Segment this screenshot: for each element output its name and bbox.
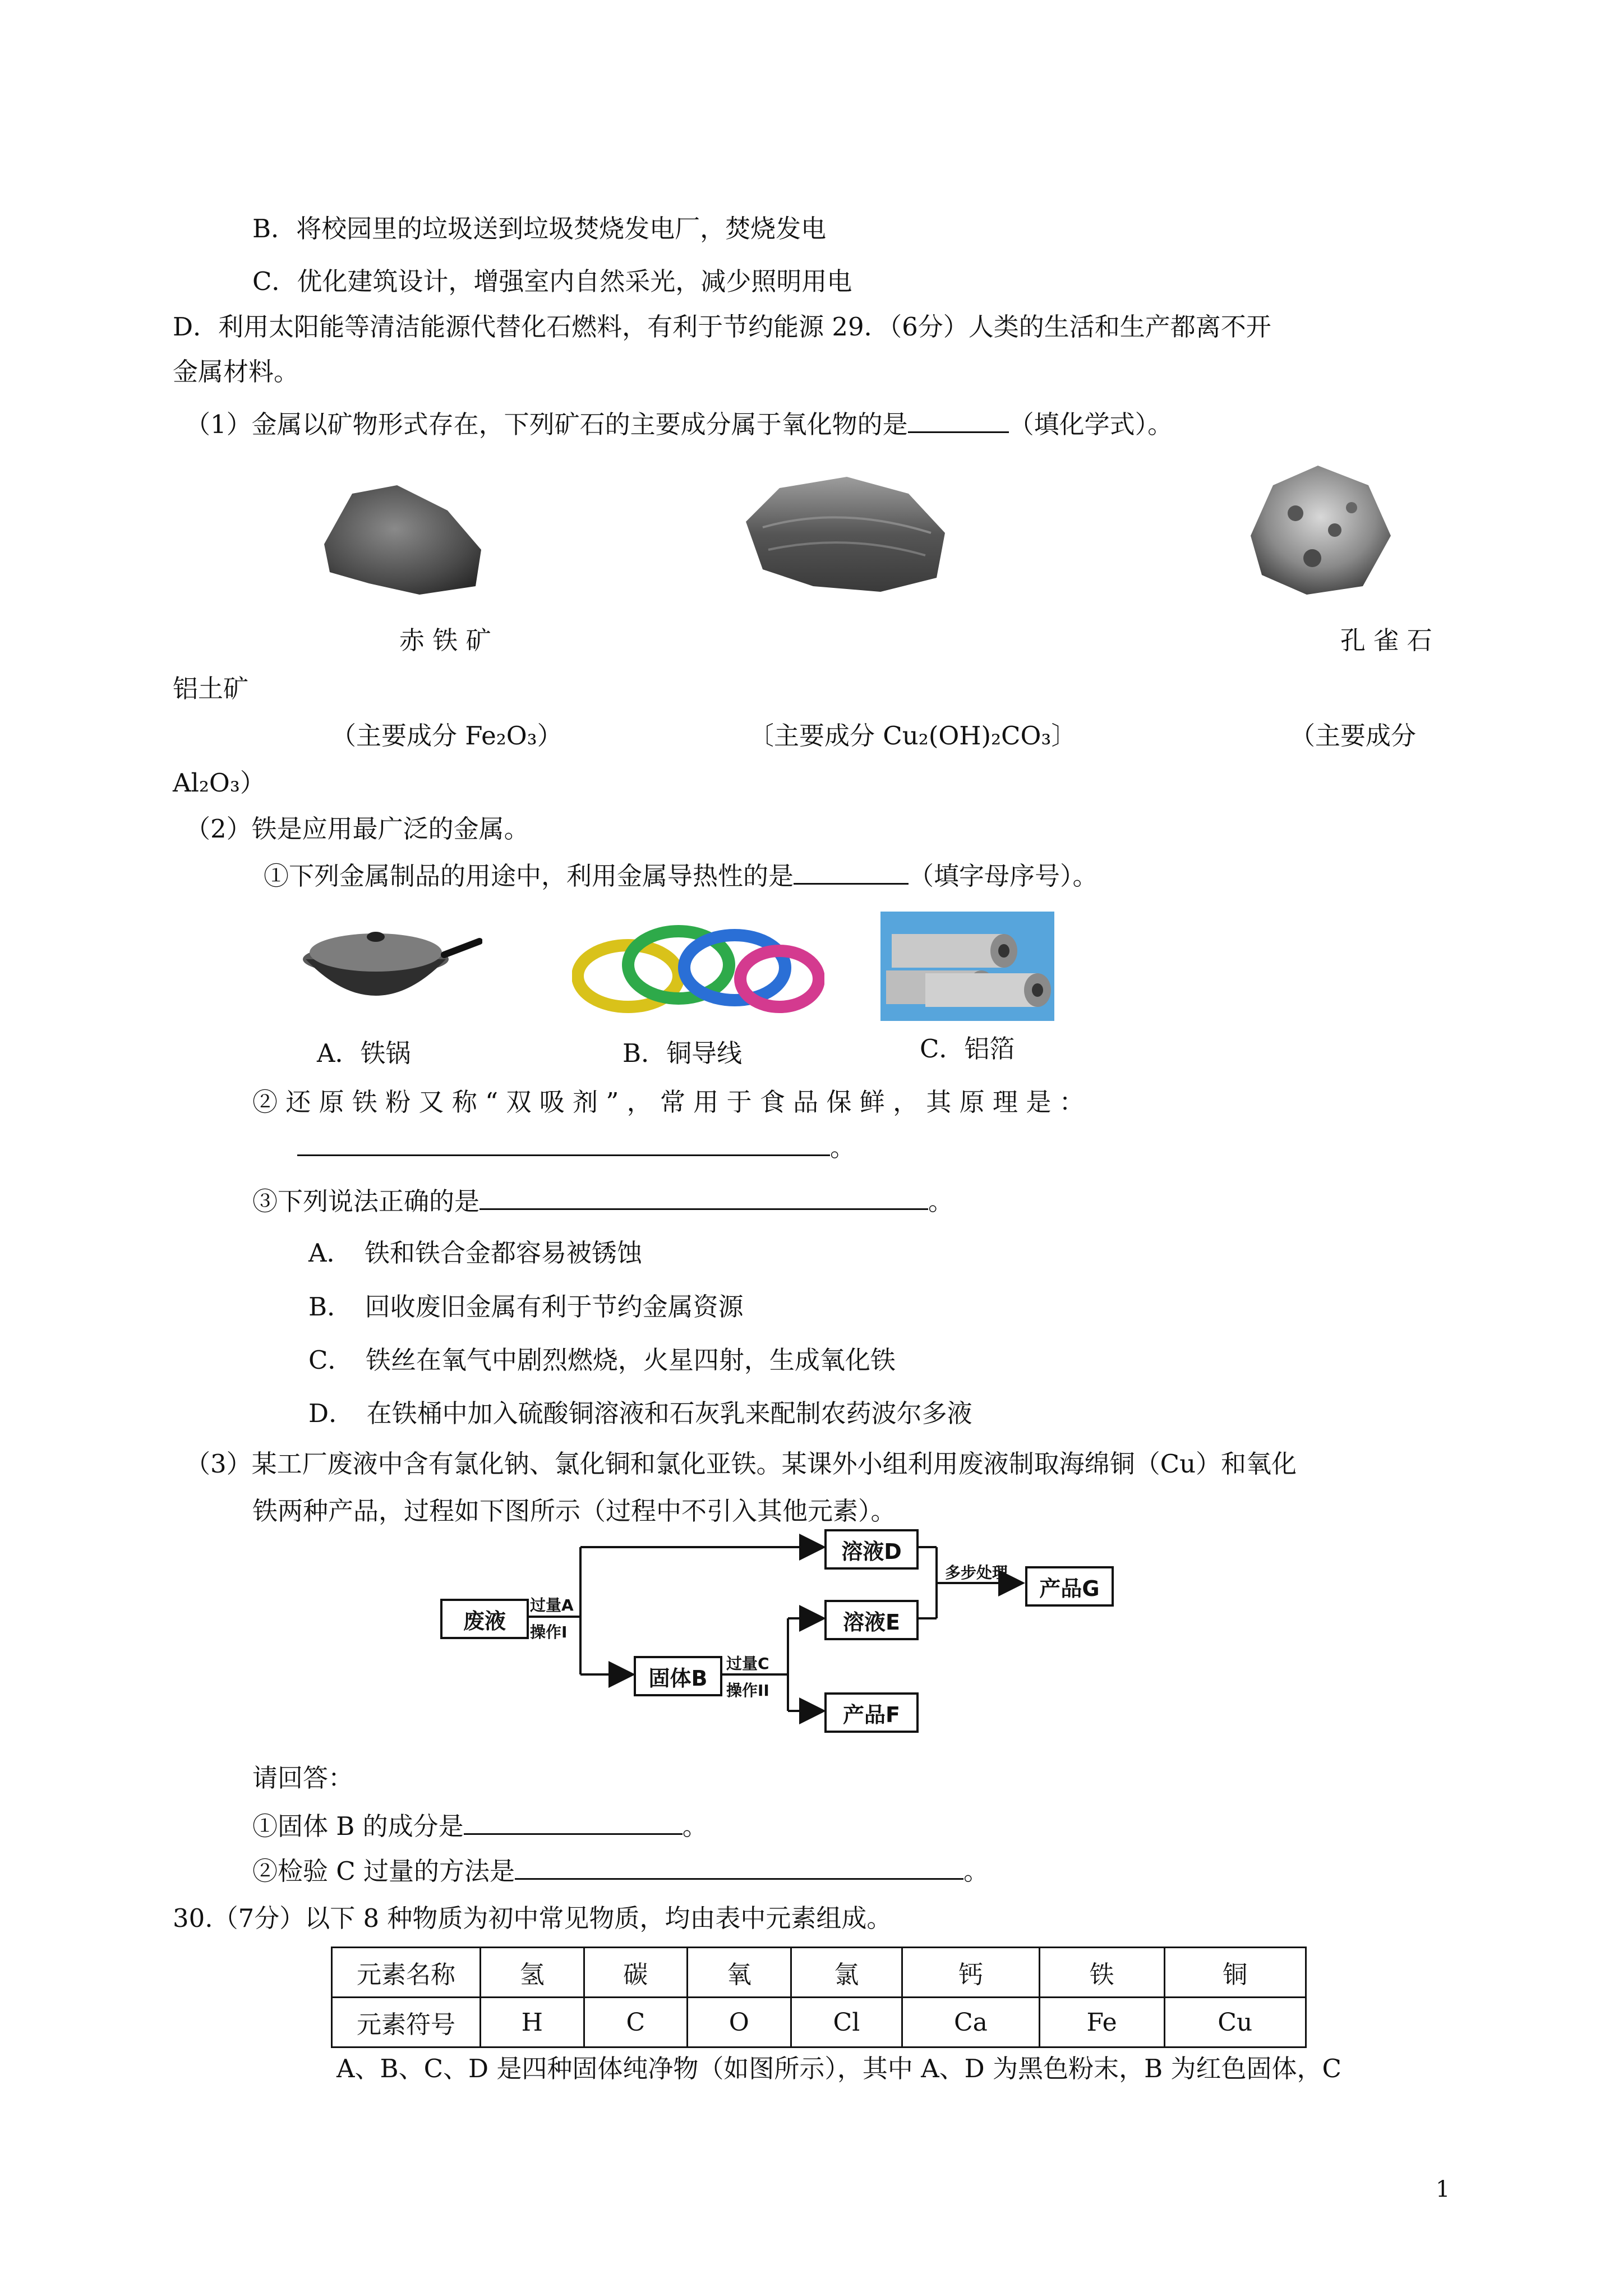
answer-blank[interactable] bbox=[515, 1852, 963, 1880]
caption-c: C．铝箔 bbox=[920, 1034, 1015, 1064]
node-solid-b: 固体B bbox=[634, 1656, 722, 1696]
table-cell: 铜 bbox=[1164, 1948, 1306, 1998]
table-cell: O bbox=[688, 1998, 791, 2047]
answer-blank[interactable] bbox=[297, 1129, 830, 1156]
ore-name-malachite: 孔 雀 石 bbox=[1340, 625, 1432, 655]
option-c: C． 铁丝在氧气中剧烈燃烧，火星四射，生成氧化铁 bbox=[308, 1345, 896, 1375]
option-b-line: B．将校园里的垃圾送到垃圾焚烧发电厂，焚烧发电 bbox=[252, 214, 827, 243]
q30-description: A、B、C、D 是四种固体纯净物（如图所示），其中 A、D 为黑色粉末，B 为红色固体，C bbox=[336, 2054, 1341, 2083]
table-cell: Cl bbox=[791, 1998, 902, 2047]
option-d: D． 在铁桶中加入硫酸铜溶液和石灰乳来配制农药波尔多液 bbox=[308, 1398, 972, 1428]
q3-answer-prompt: 请回答： bbox=[252, 1763, 354, 1793]
q3-line2: 铁两种产品，过程如下图所示（过程中不引入其他元素）。 bbox=[252, 1496, 896, 1526]
q2-part2-line: 。 bbox=[297, 1129, 855, 1165]
label-op1: 操作I bbox=[530, 1623, 568, 1641]
ore-name-bauxite: 铝土矿 bbox=[173, 674, 249, 703]
table-cell: 元素名称 bbox=[332, 1948, 481, 1998]
table-cell: 铁 bbox=[1039, 1948, 1164, 1998]
element-table bbox=[331, 1947, 1307, 2048]
node-product-g: 产品G bbox=[1025, 1566, 1114, 1607]
q2-part1: ①下列金属制品的用途中，利用金属导热性的是 （填字母序号）。 bbox=[264, 857, 1098, 893]
table-cell: 氢 bbox=[481, 1948, 584, 1998]
wok-image bbox=[292, 920, 482, 1018]
ore-comp-bauxite: （主要成分 bbox=[1290, 721, 1417, 751]
malachite-image bbox=[740, 471, 953, 600]
label-multi-step: 多步处理 bbox=[945, 1563, 1008, 1582]
table-cell: 元素符号 bbox=[332, 1998, 481, 2047]
table-cell: C bbox=[584, 1998, 688, 2047]
q3-sub2: ②检验 C 过量的方法是 。 bbox=[252, 1852, 989, 1888]
table-row bbox=[332, 1998, 1306, 2047]
q1-line: （1）金属以矿物形式存在，下列矿石的主要成分属于氧化物的是 （填化学式）。 bbox=[185, 406, 1173, 441]
ore-comp-hematite: （主要成分 Fe₂O₃） bbox=[331, 721, 562, 751]
option-c-line: C．优化建筑设计，增强室内自然采光，减少照明用电 bbox=[252, 266, 852, 296]
hematite-image bbox=[307, 477, 492, 600]
answer-blank[interactable] bbox=[908, 406, 1009, 433]
table-cell: Cu bbox=[1164, 1998, 1306, 2047]
caption-b: B．铜导线 bbox=[623, 1038, 743, 1068]
aluminum-foil-image bbox=[880, 912, 1054, 1021]
node-solution-d: 溶液D bbox=[824, 1529, 919, 1570]
q2-intro: （2）铁是应用最广泛的金属。 bbox=[185, 814, 529, 844]
node-waste: 废液 bbox=[440, 1599, 529, 1639]
ore-name-hematite: 赤 铁 矿 bbox=[399, 625, 491, 655]
option-d-q29-line: D．利用太阳能等清洁能源代替化石燃料，有利于节约能源 29．（6分）人类的生活和生产都离不开 bbox=[173, 312, 1271, 342]
q3-line1: （3）某工厂废液中含有氯化钠、氯化铜和氯化亚铁。某课外小组利用废液制取海绵铜（Cu）和氧化 bbox=[185, 1449, 1297, 1479]
table-cell: H bbox=[481, 1998, 584, 2047]
table-cell: 氯 bbox=[791, 1948, 902, 1998]
q30-intro: 30.（7分）以下 8 种物质为初中常见物质，均由表中元素组成。 bbox=[173, 1903, 892, 1933]
table-cell: Ca bbox=[902, 1998, 1039, 2047]
table-cell: 钙 bbox=[902, 1948, 1039, 1998]
label-op2: 操作II bbox=[726, 1681, 769, 1700]
node-solution-e: 溶液E bbox=[824, 1600, 919, 1640]
answer-blank[interactable] bbox=[464, 1807, 683, 1835]
answer-blank[interactable] bbox=[479, 1182, 928, 1210]
table-cell: 碳 bbox=[584, 1948, 688, 1998]
answer-blank[interactable] bbox=[794, 857, 909, 885]
label-excess-c: 过量C bbox=[726, 1654, 769, 1673]
caption-a: A．铁锅 bbox=[317, 1038, 411, 1068]
table-row bbox=[332, 1948, 1306, 1998]
option-a: A． 铁和铁合金都容易被锈蚀 bbox=[308, 1238, 642, 1268]
ore-comp-bauxite-cont: Al₂O₃） bbox=[173, 768, 265, 798]
label-excess-a: 过量A bbox=[530, 1596, 574, 1614]
copper-wire-image bbox=[572, 909, 824, 1018]
node-product-f: 产品F bbox=[824, 1692, 919, 1733]
page-number: 1 bbox=[1436, 2177, 1450, 2202]
table-cell: Fe bbox=[1039, 1998, 1164, 2047]
q3-sub1: ①固体 B 的成分是 。 bbox=[252, 1807, 708, 1843]
option-b: B． 回收废旧金属有利于节约金属资源 bbox=[308, 1292, 744, 1322]
table-cell: 氧 bbox=[688, 1948, 791, 1998]
bauxite-image bbox=[1228, 457, 1396, 600]
q29-continuation: 金属材料。 bbox=[173, 357, 299, 386]
q2-part2: ② 还 原 铁 粉 又 称 “ 双 吸 剂 ” ， 常 用 于 食 品 保 鲜 ， 其 原 理 是 ： bbox=[252, 1087, 1085, 1117]
ore-comp-malachite: 〔主要成分 Cu₂(OH)₂CO₃〕 bbox=[749, 721, 1077, 751]
q2-part3: ③下列说法正确的是 。 bbox=[252, 1182, 953, 1218]
